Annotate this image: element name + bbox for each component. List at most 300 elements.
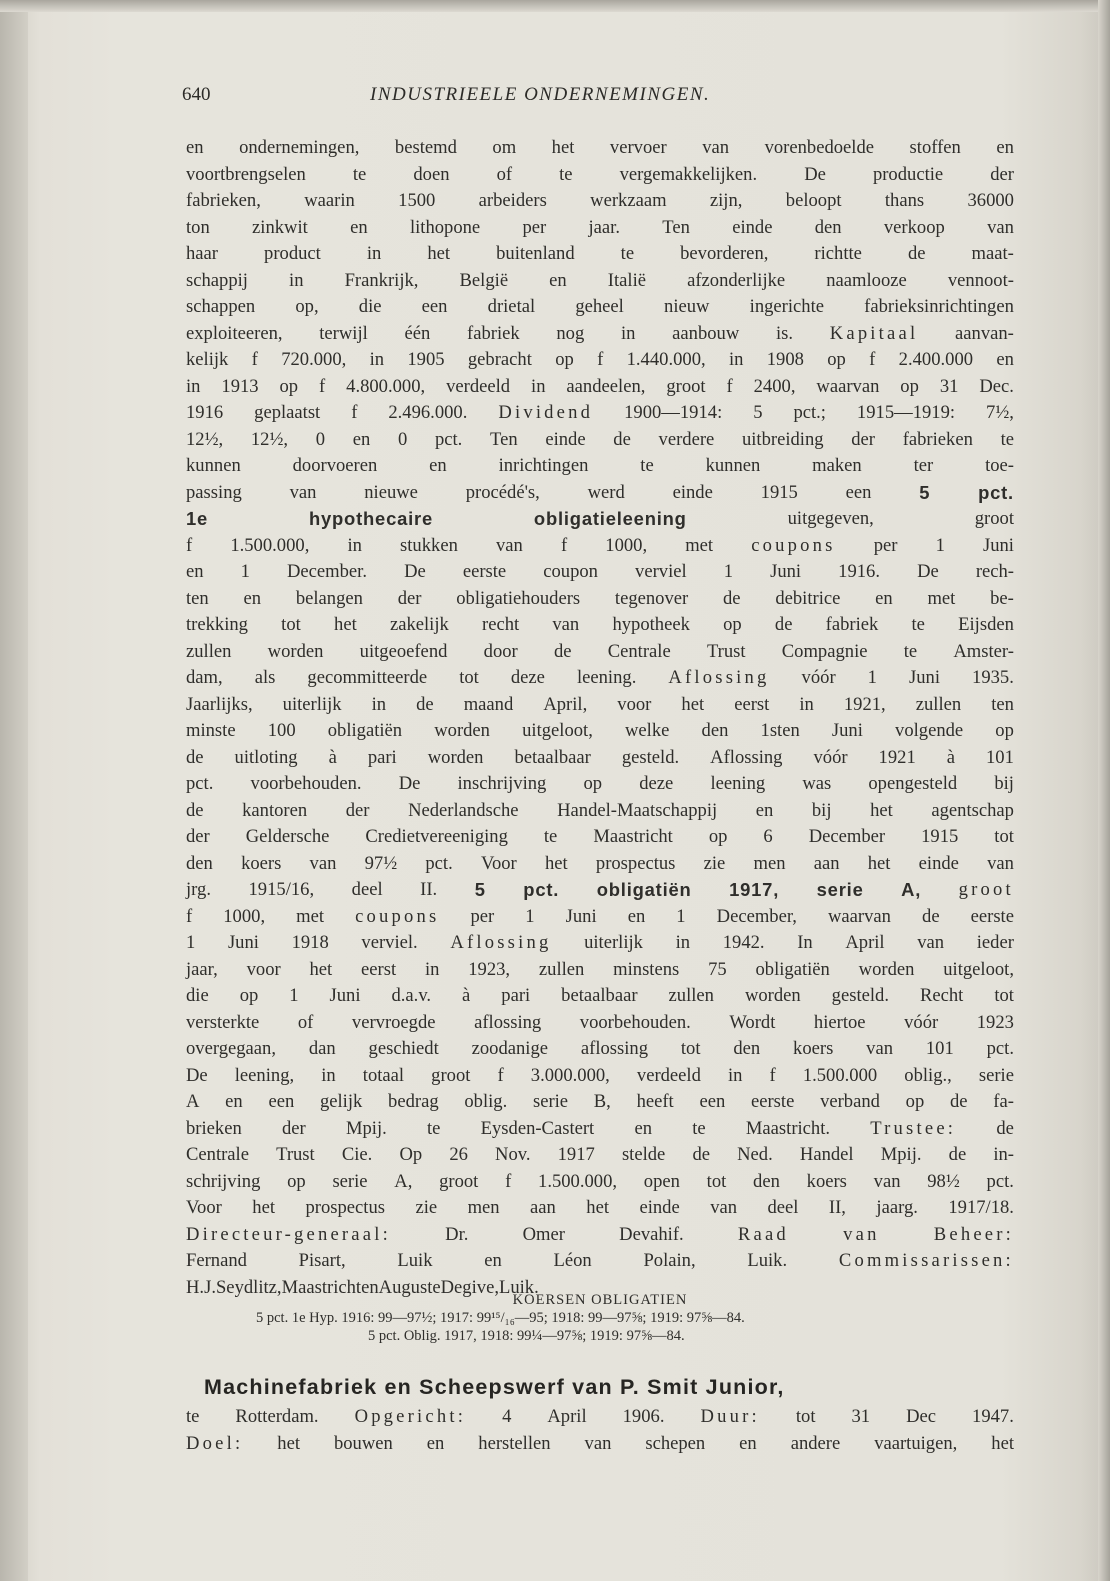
text-word: die [358, 296, 382, 317]
text-line [186, 851, 1014, 878]
text-word: 1 [723, 561, 734, 582]
text-word: Raad [737, 1223, 789, 1245]
text-word: verviel. [361, 932, 418, 953]
text-word: Voor [186, 1197, 222, 1218]
text-word: deze [639, 773, 674, 794]
text-word: groot [958, 879, 1014, 900]
text-word: gesteld. [621, 746, 680, 768]
text-word: 0 [315, 428, 326, 450]
koersen-line: 5 pct. Oblig. 1917, 1918: 99¼—97⅝; 1919: 97⅝—84. [368, 1328, 685, 1344]
page-number: 640 [182, 84, 211, 105]
company-text [186, 1404, 1014, 1457]
text-word: Seydlitz, [215, 1276, 282, 1298]
text-word: in [321, 1064, 336, 1086]
text-word: of [297, 1011, 314, 1033]
text-word: den [186, 852, 213, 874]
text-line [186, 268, 1014, 295]
text-word: f [351, 402, 358, 423]
text-word: 1 [289, 985, 299, 1006]
text-word: beloopt [785, 190, 842, 211]
text-word: de [948, 1144, 967, 1165]
text-word: 1947. [972, 1406, 1014, 1427]
text-word: bevorderen, [680, 243, 769, 264]
text-word: den [701, 720, 729, 741]
text-word: verdeeld [636, 1064, 701, 1086]
text-word: Degive, [440, 1276, 499, 1298]
text-word: pct. [978, 481, 1014, 503]
text-word: December [808, 826, 886, 847]
text-word: en [627, 905, 646, 927]
text-word: schappen [186, 296, 256, 317]
text-word: 31 [939, 375, 959, 397]
text-word: f [869, 349, 876, 370]
text-word: brieken [186, 1117, 242, 1139]
text-word: serie [816, 879, 864, 900]
text-word: nieuw [664, 296, 710, 317]
text-word: pari [367, 746, 397, 768]
text-word: en [350, 216, 368, 238]
text-word: 1000, [605, 534, 648, 556]
text-word: tot [795, 1406, 816, 1427]
text-word: kelijk [186, 349, 229, 370]
text-word: arbeiders [478, 190, 547, 211]
text-word: A, [394, 1170, 413, 1192]
text-word: de [774, 614, 793, 635]
text-word: belangen [295, 587, 363, 609]
text-word: Nov. [495, 1144, 531, 1165]
text-word: Amster- [953, 640, 1014, 662]
text-word: leening [710, 773, 766, 794]
text-line [186, 930, 1014, 957]
text-word: 2.400.000 [898, 349, 974, 370]
text-word: voor [246, 958, 281, 980]
text-word: der [397, 587, 422, 609]
text-word: Ten [490, 428, 518, 450]
text-word: maken [812, 455, 862, 476]
text-word: 720.000, [281, 349, 347, 370]
text-word: ton [186, 216, 210, 238]
text-word: te [692, 1117, 706, 1139]
text-word: haar [186, 243, 218, 264]
text-word: de [922, 905, 940, 927]
text-word: 5 [474, 879, 486, 900]
text-word: Juni [770, 561, 802, 582]
text-word: de [996, 1117, 1014, 1139]
text-word: buitenland [496, 243, 575, 264]
text-word: dan [308, 1038, 336, 1059]
text-word: koers [806, 1170, 847, 1192]
text-word: Polain, [643, 1250, 696, 1271]
text-word: oblig. [464, 1091, 508, 1112]
text-word: heeft [636, 1091, 674, 1112]
text-word: coupons [355, 905, 440, 927]
text-word: zullen [668, 985, 714, 1006]
text-word: zakelijk [389, 614, 449, 635]
text-word: inschrijving [457, 773, 547, 794]
text-word: betaalbaar [514, 746, 591, 768]
text-word: 1500 [398, 190, 436, 211]
text-word: vergemakkelijken. [619, 163, 758, 185]
text-word: van [289, 481, 317, 503]
text-word: het [277, 1432, 300, 1454]
text-word: stukken [400, 534, 458, 556]
text-word: zie [415, 1197, 438, 1218]
text-word: aandeelen, [566, 375, 646, 397]
text-word: op [995, 720, 1014, 741]
text-word: 75 [708, 958, 727, 980]
text-word: Ten [662, 216, 690, 238]
text-line [186, 294, 1014, 321]
text-word: het [544, 852, 568, 874]
text-word: Maastricht [593, 826, 673, 847]
text-line [186, 241, 1014, 268]
text-word: serie [332, 1170, 368, 1192]
text-word: Eijsden [958, 614, 1014, 635]
text-word: pct. [523, 879, 560, 900]
text-word: de [553, 640, 572, 662]
text-word: minstens [613, 958, 680, 980]
text-word: waarvan [816, 375, 880, 397]
text-word: van [987, 852, 1014, 874]
text-line [186, 824, 1014, 851]
text-word: uitgeoefend [359, 640, 448, 662]
text-word: worden [267, 640, 324, 662]
text-word: 100 [267, 720, 296, 741]
text-word: bedrag [388, 1091, 439, 1112]
text-word: betaalbaar [561, 985, 638, 1006]
text-word: verdere [658, 428, 715, 450]
text-word: einde [918, 852, 959, 874]
text-word: 12½, [250, 428, 289, 450]
text-word: 1900—1914: [624, 402, 723, 423]
text-word: 1921, [843, 693, 886, 715]
text-word: te [640, 455, 654, 476]
text-word: 1917/18. [948, 1197, 1014, 1218]
text-word: der [851, 428, 875, 450]
text-word: De [804, 163, 826, 185]
text-word: Maastricht [281, 1276, 362, 1298]
text-word: be- [990, 587, 1014, 609]
text-word: maand [463, 693, 514, 715]
text-word: 1e [186, 508, 209, 529]
text-word: voorbehouden. [250, 773, 362, 794]
text-word: vaartuigen, [874, 1432, 958, 1454]
text-word: Fernand [186, 1250, 247, 1271]
text-word: uitgeloot, [943, 958, 1014, 980]
text-word: kunnen [705, 455, 761, 476]
text-word: en [186, 137, 204, 158]
text-word: 1923 [976, 1011, 1014, 1033]
text-word: vóór [801, 667, 836, 688]
text-word: fabrieken [902, 428, 973, 450]
text-word: 1935. [972, 667, 1014, 688]
text-word: tegenover [614, 587, 689, 609]
text-word: van [584, 1432, 612, 1454]
text-line [186, 1010, 1014, 1037]
text-word: en [352, 428, 371, 450]
text-word: einde [732, 216, 773, 238]
text-word: richtte [814, 243, 862, 264]
text-word: f [726, 375, 733, 397]
text-word: Directeur-generaal: [186, 1223, 391, 1245]
text-word: worden [858, 958, 915, 980]
text-word: jaarg. [876, 1197, 918, 1218]
text-line [186, 1431, 1014, 1458]
text-word: 36000 [967, 190, 1014, 211]
text-word: doen [413, 163, 450, 185]
text-word: f [251, 349, 258, 370]
text-line [186, 321, 1014, 348]
text-line [186, 1222, 1014, 1249]
text-word: bij [811, 799, 832, 821]
text-word: op [583, 773, 603, 794]
text-word: Duur: [700, 1406, 760, 1427]
text-word: te [352, 163, 367, 185]
text-word: door [483, 640, 518, 662]
text-word: 101 [985, 746, 1014, 768]
text-word: het [252, 1197, 275, 1218]
text-line [186, 983, 1014, 1010]
text-word: het [681, 693, 705, 715]
text-word: 1 [935, 534, 945, 556]
text-line [186, 453, 1014, 480]
text-word: tot [706, 1170, 727, 1192]
text-word: uiterlijk [282, 693, 342, 715]
text-word: Juni [982, 534, 1014, 556]
text-word: en [426, 1432, 445, 1454]
text-word: het [551, 137, 575, 158]
text-word: te [1000, 428, 1014, 450]
text-line [186, 135, 1014, 162]
text-word: Trust [276, 1144, 315, 1165]
text-word: pct. [186, 773, 214, 794]
text-line [186, 665, 1014, 692]
text-word: te [620, 243, 635, 264]
text-word: vóór [813, 746, 848, 768]
text-word: voor [617, 693, 652, 715]
text-word: Luik. [498, 1276, 539, 1298]
text-word: zoodanige [471, 1038, 549, 1059]
text-word: ten [991, 693, 1014, 715]
text-word: worden [744, 985, 801, 1006]
text-word: 1.500.000 [802, 1064, 878, 1086]
text-line [186, 1089, 1014, 1116]
text-word: van [843, 1223, 880, 1245]
text-word: open [643, 1170, 680, 1192]
text-word: De [404, 561, 426, 582]
text-word: obligatieleening [533, 508, 687, 529]
text-word: pct. [434, 428, 463, 450]
text-word: gesteld. [831, 985, 889, 1006]
text-word: en [996, 349, 1014, 370]
text-word: de [186, 746, 204, 768]
text-word: coupon [543, 561, 598, 582]
text-word: thans [884, 190, 925, 211]
text-word: worden [427, 746, 484, 768]
text-word: op [905, 1091, 925, 1112]
text-word: Trustee: [870, 1117, 957, 1139]
text-word: à [328, 746, 337, 768]
text-word: van [917, 932, 945, 953]
text-word: 7½, [986, 402, 1014, 423]
text-word: en [549, 269, 567, 291]
text-word: Omer [522, 1223, 565, 1245]
page-edge-right [1098, 0, 1110, 1581]
text-word: zullen [915, 693, 962, 715]
text-word: te [911, 614, 925, 635]
text-word: 5 [753, 402, 763, 423]
text-word: op [723, 614, 742, 635]
text-word: Centrale [607, 640, 671, 662]
text-word: en [429, 455, 447, 476]
text-word: uitbreiding [741, 428, 824, 450]
text-word: in [371, 693, 387, 715]
text-word: à [946, 746, 955, 768]
text-word: het [427, 243, 451, 264]
text-word: B, [593, 1091, 611, 1112]
text-word: A, [901, 879, 922, 900]
text-word: en [225, 1091, 243, 1112]
text-word: een [845, 481, 872, 503]
text-word: en [484, 1250, 502, 1271]
text-word: de [613, 428, 631, 450]
text-word: worden [434, 720, 490, 741]
text-word: op [287, 1170, 306, 1192]
text-word: pct. [425, 852, 453, 874]
text-word: In [797, 932, 813, 953]
text-word: welke [625, 720, 670, 741]
text-word: II, [828, 1197, 846, 1218]
text-word: 31 [851, 1406, 871, 1427]
text-line [186, 1116, 1014, 1143]
text-word: men [753, 852, 786, 874]
text-word: 1915—1919: [856, 402, 956, 423]
text-word: December, [716, 905, 797, 927]
text-word: een [699, 1091, 726, 1112]
koersen-title: KOERSEN OBLIGATIEN [512, 1292, 688, 1308]
text-line [186, 745, 1014, 772]
text-word: in [620, 322, 636, 344]
text-word: in [186, 375, 201, 397]
text-word: volgende [895, 720, 964, 741]
text-word: geplaatst [254, 402, 321, 423]
text-word: stelde [621, 1144, 666, 1165]
text-word: II. [420, 879, 438, 900]
text-word: of [496, 163, 513, 185]
text-word: per [522, 216, 547, 238]
text-word: Pisart, [298, 1250, 346, 1271]
text-word: 1917, [729, 879, 780, 900]
text-word: der [990, 163, 1014, 185]
text-word: was [802, 773, 832, 794]
text-word: serie [978, 1064, 1014, 1086]
text-word: één [404, 322, 431, 344]
text-word: vorenbedoelde [764, 137, 875, 158]
text-line [186, 1036, 1014, 1063]
text-word: d.a.v. [391, 985, 432, 1006]
text-word: aan [530, 1197, 556, 1218]
text-word: die [186, 985, 209, 1006]
text-word: met [685, 534, 714, 556]
text-word: Cie. [341, 1144, 373, 1165]
text-word: in [675, 932, 691, 953]
text-word: prospectus [305, 1197, 385, 1218]
text-word: van [987, 216, 1014, 238]
text-word: waarvan [827, 905, 891, 927]
text-word: uitloting [234, 746, 298, 768]
text-word: geschiedt [368, 1038, 439, 1059]
text-word: op [708, 826, 728, 847]
text-word: fabriek [825, 614, 879, 635]
text-line [186, 1063, 1014, 1090]
running-title: INDUSTRIEELE ONDERNEMINGEN. [370, 84, 711, 105]
text-word: coupons [751, 534, 836, 556]
text-word: herstellen [478, 1432, 551, 1454]
text-line [186, 718, 1014, 745]
text-word: 2400, [753, 375, 796, 397]
text-word: De [917, 561, 939, 582]
text-word: Compagnie [781, 640, 868, 662]
text-word: verviel [635, 561, 687, 582]
text-word: trekking [186, 614, 248, 635]
text-word: de [907, 243, 926, 264]
text-word: Voor [480, 852, 517, 874]
text-word: 1.500.000, [538, 1170, 618, 1192]
text-word: de [416, 693, 434, 715]
text-line [186, 1169, 1014, 1196]
text-word: werkzaam [590, 190, 667, 211]
text-word: 5 [919, 481, 931, 503]
text-word: 1.500.000, [230, 534, 310, 556]
text-word: 6 [763, 826, 773, 847]
text-word: in [289, 269, 304, 291]
text-word: van [552, 614, 580, 635]
text-word: een [421, 296, 448, 317]
text-word: schrijving [186, 1170, 261, 1192]
company-heading: Machinefabriek en Scheepswerf van P. Smit Junior, [204, 1375, 785, 1399]
text-word: geheel [575, 296, 624, 317]
text-word: Eysden-Castert [480, 1117, 595, 1139]
text-word: leening. [576, 667, 637, 688]
text-word: 1000, [223, 905, 266, 927]
text-word: Aflossing [710, 746, 783, 768]
text-word: Devahif. [619, 1223, 684, 1245]
text-word: doorvoeren [292, 455, 378, 476]
text-word: van [866, 1038, 894, 1059]
text-line [186, 427, 1014, 454]
text-word: Dec. [979, 375, 1014, 397]
text-word: Luik [397, 1250, 433, 1271]
text-word: als [254, 667, 276, 688]
text-word: groot [431, 1064, 471, 1086]
text-word: Auguste [378, 1276, 441, 1298]
text-word: eerste [970, 905, 1014, 927]
text-word: bouwen [333, 1432, 393, 1454]
text-word: uiterlijk [584, 932, 643, 953]
text-word: eerste [750, 1091, 795, 1112]
text-word: productie [872, 163, 944, 185]
text-line [186, 162, 1014, 189]
text-word: en [739, 1432, 757, 1454]
text-word: obligatiehouders [456, 587, 581, 609]
text-word: in- [993, 1144, 1014, 1165]
text-word: aanbouw [672, 322, 740, 344]
text-word: per [873, 534, 898, 556]
text-word: groot [666, 375, 706, 397]
text-word: en [755, 799, 774, 821]
text-word: tot [994, 826, 1014, 847]
text-word: lithopone [409, 216, 481, 238]
